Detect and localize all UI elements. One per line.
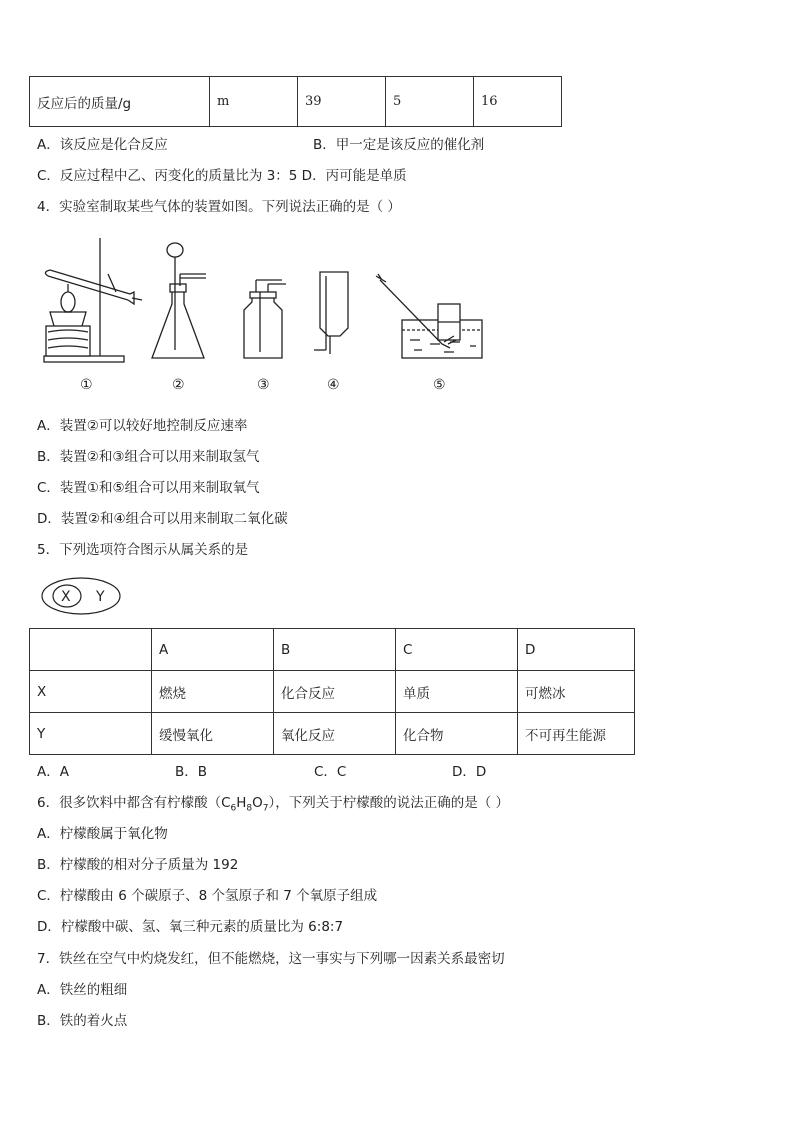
table-cell: 缓慢氧化: [152, 713, 274, 755]
row-label: 反应后的质量/g: [30, 77, 210, 127]
q7-option-a: A．铁丝的粗细: [37, 982, 128, 998]
formula-o-subscript: 7: [262, 803, 269, 814]
q4-option-a: A．装置②可以较好地控制反应速率: [37, 418, 248, 434]
apparatus-label-5: ⑤: [433, 377, 446, 393]
q3-option-cd: C．反应过程中乙、丙变化的质量比为 3：5 D．丙可能是单质: [37, 168, 407, 184]
venn-diagram: [40, 576, 124, 616]
apparatus-figure: [30, 232, 500, 397]
table-cell: 化合物: [396, 713, 518, 755]
table-cell: 可燃冰: [518, 671, 635, 713]
q5-option-c: C．C: [314, 764, 347, 780]
apparatus-5-water-trough: [376, 274, 482, 358]
q4-option-b: B．装置②和③组合可以用来制取氢气: [37, 449, 260, 465]
q4-option-c: C．装置①和⑤组合可以用来制取氧气: [37, 480, 260, 496]
apparatus-1-heating-setup: [44, 238, 142, 362]
table-cell: m: [210, 77, 298, 127]
q5-option-a: A．A: [37, 764, 69, 780]
apparatus-label-1: ①: [80, 377, 93, 393]
table-cell: A: [152, 629, 274, 671]
q5-option-d: D．D: [452, 764, 487, 780]
q3-option-a: A．该反应是化合反应: [37, 137, 168, 153]
table-cell: B: [274, 629, 396, 671]
q5-table: [29, 628, 635, 755]
apparatus-label-3: ③: [257, 377, 270, 393]
table-cell: 39: [298, 77, 386, 127]
table-row: [30, 77, 562, 127]
table-row: [30, 671, 635, 713]
table-cell: C: [396, 629, 518, 671]
table-row: [30, 713, 635, 755]
apparatus-3-gas-bottle: [244, 280, 286, 358]
formula-h-subscript: 8: [246, 803, 253, 814]
q4-option-d: D．装置②和④组合可以用来制取二氧化碳: [37, 511, 288, 527]
table-cell: Y: [30, 713, 152, 755]
q4-question: 4．实验室制取某些气体的装置如图。下列说法正确的是（ ）: [37, 199, 401, 215]
mass-table: [29, 76, 562, 127]
venn-inner-label: X: [61, 589, 71, 605]
q6-option-a: A．柠檬酸属于氧化物: [37, 826, 168, 842]
table-cell: 单质: [396, 671, 518, 713]
table-cell: 16: [474, 77, 562, 127]
q6-question-post: ），下列关于柠檬酸的说法正确的是（ ）: [268, 795, 510, 811]
q6-question-pre: 6．很多饮料中都含有柠檬酸（C: [37, 795, 231, 811]
table-cell: [30, 629, 152, 671]
venn-outer-label: Y: [96, 589, 105, 605]
table-cell: X: [30, 671, 152, 713]
q3-option-b: B．甲一定是该反应的催化剂: [313, 137, 485, 153]
q7-option-b: B．铁的着火点: [37, 1013, 128, 1029]
table-cell: 化合反应: [274, 671, 396, 713]
q6-question: [37, 794, 509, 818]
q6-option-d: D．柠檬酸中碳、氢、氧三种元素的质量比为 6:8:7: [37, 919, 344, 935]
apparatus-4-inverted-bottle: [314, 272, 348, 354]
apparatus-label-4: ④: [327, 377, 340, 393]
q5-option-b: B．B: [175, 764, 208, 780]
q5-question: 5．下列选项符合图示从属关系的是: [37, 542, 249, 558]
table-row: [30, 629, 635, 671]
table-cell: 氧化反应: [274, 713, 396, 755]
table-cell: 燃烧: [152, 671, 274, 713]
table-cell: D: [518, 629, 635, 671]
table-cell: 5: [386, 77, 474, 127]
formula-h: H: [236, 795, 247, 811]
formula-c-subscript: 6: [230, 803, 237, 814]
apparatus-label-2: ②: [172, 377, 185, 393]
formula-o: O: [252, 795, 263, 811]
table-cell: 不可再生能源: [518, 713, 635, 755]
apparatus-2-flask-funnel: [152, 243, 206, 358]
q7-question: 7．铁丝在空气中灼烧发红，但不能燃烧，这一事实与下列哪一因素关系最密切: [37, 951, 505, 967]
q6-option-c: C．柠檬酸由 6 个碳原子、8 个氢原子和 7 个氧原子组成: [37, 888, 378, 904]
q6-option-b: B．柠檬酸的相对分子质量为 192: [37, 857, 239, 873]
